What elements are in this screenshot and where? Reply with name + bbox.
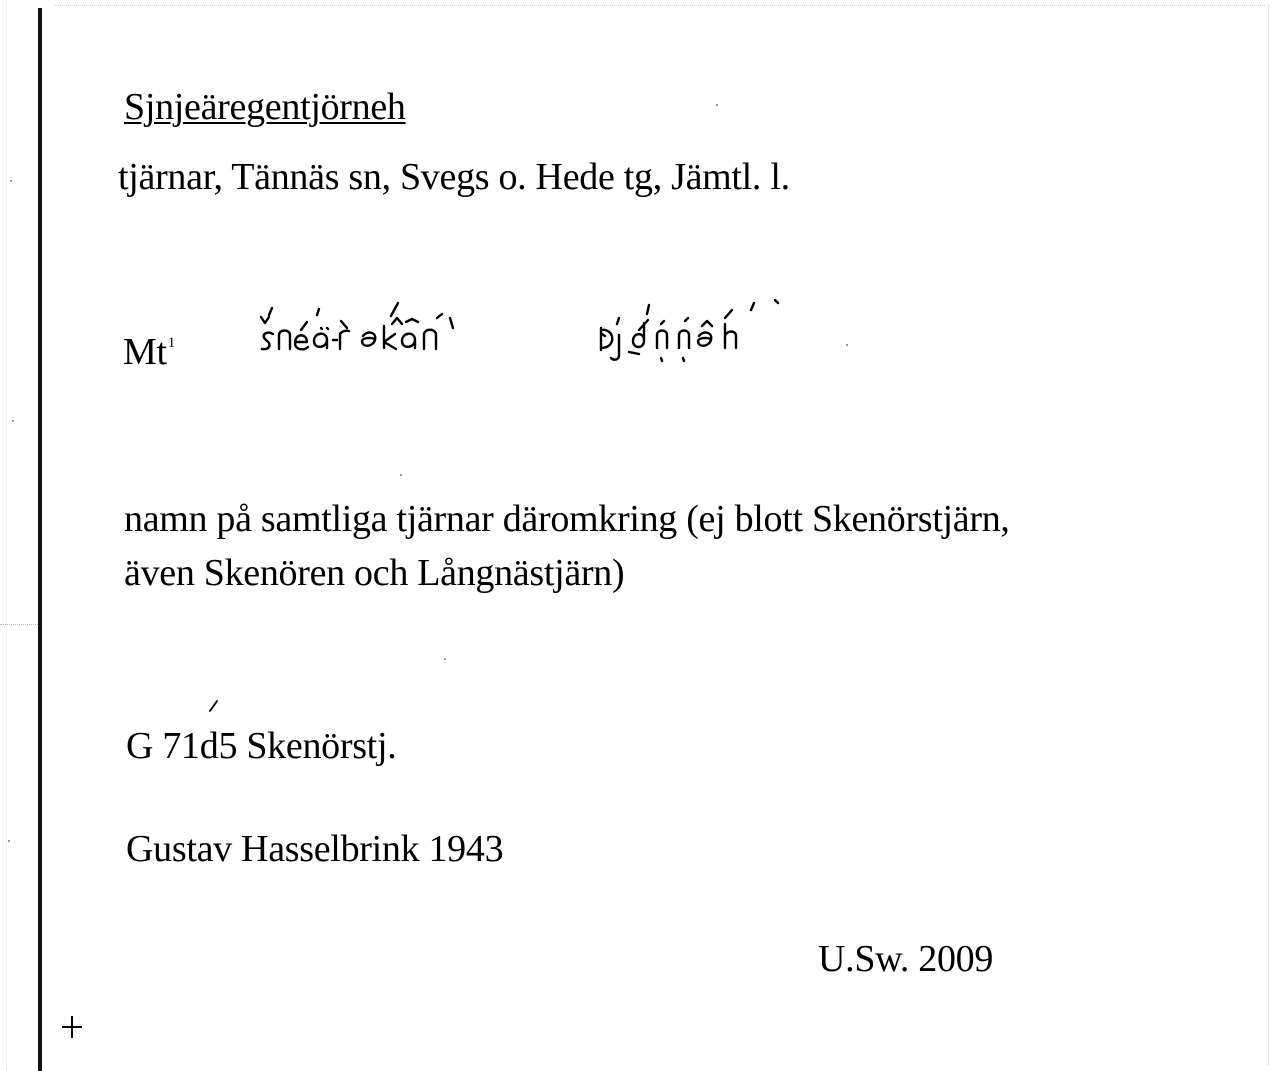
scan-speck bbox=[12, 420, 14, 422]
scan-speck bbox=[444, 658, 446, 660]
handwritten-phonetic-script-icon bbox=[255, 290, 855, 370]
plus-icon bbox=[60, 1012, 84, 1042]
scan-speck bbox=[716, 104, 718, 106]
collector: Gustav Hasselbrink 1943 bbox=[126, 828, 504, 870]
note bbox=[124, 492, 1010, 600]
note-line-2: även Skenören och Långnästjärn) bbox=[124, 552, 625, 594]
grid-reference: G 71d5 Skenörstj. bbox=[126, 725, 397, 767]
location-line: tjärnar, Tännäs sn, Svegs o. Hede tg, Jämtl. l. bbox=[118, 156, 790, 198]
left-margin-rule bbox=[38, 8, 42, 1071]
handwritten-accent-mark bbox=[209, 700, 218, 712]
scan-speck bbox=[8, 840, 10, 842]
pronunciation-label bbox=[123, 333, 175, 371]
headword: Sjnjeäregentjörneh bbox=[124, 86, 406, 128]
left-scan-edge bbox=[6, 0, 7, 1071]
scan-speck bbox=[10, 180, 12, 182]
scan-speck bbox=[400, 474, 402, 476]
scan-artifact-line bbox=[0, 624, 38, 625]
pronunciation-superscript: 1 bbox=[167, 335, 175, 351]
pronunciation-label-text: Mt bbox=[123, 331, 167, 373]
right-scan-edge bbox=[1268, 5, 1269, 1065]
top-scan-edge bbox=[55, 5, 1265, 6]
note-line-1: namn på samtliga tjärnar däromkring (ej blott Skenörstjärn, bbox=[124, 498, 1010, 540]
copyist-signature: U.Sw. 2009 bbox=[818, 938, 994, 980]
